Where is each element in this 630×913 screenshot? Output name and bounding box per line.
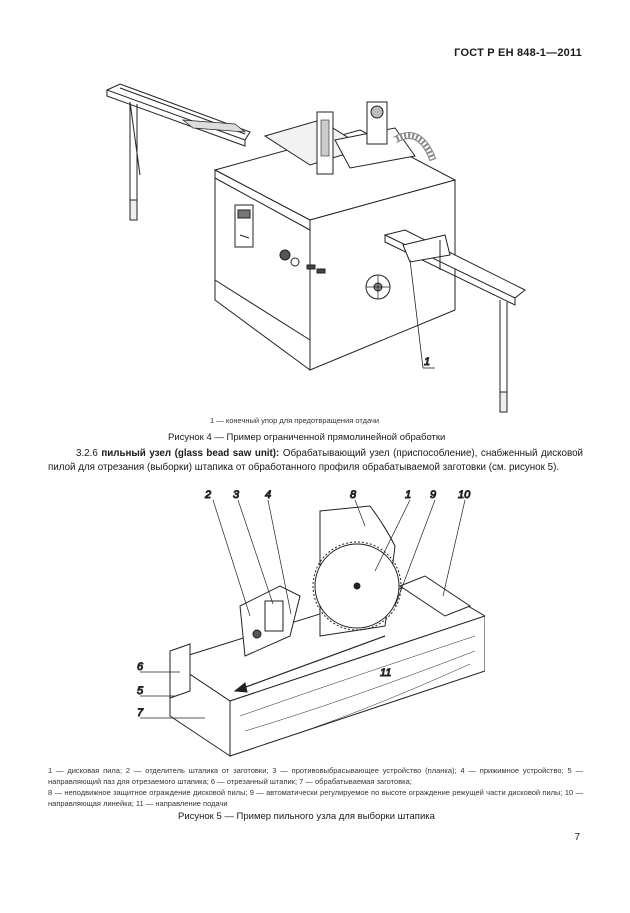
figure-5-label-3: 3 bbox=[233, 489, 240, 501]
figure-5-caption: Рисунок 5 — Пример пильного узла для выборки штапика bbox=[178, 811, 435, 822]
figure-5-label-5: 5 bbox=[137, 685, 144, 697]
figure-5-label-2: 2 bbox=[205, 489, 212, 501]
figure-5-legend-line-2: 8 — неподвижное защитное ограждение дисковой пилы; 9 — автоматически регулируемое по высоте ограждение режущей части дисковой пилы; 10 — направляющая линейка; 11 — направление подачи bbox=[48, 788, 583, 808]
section-term: пильный узел (glass bead saw unit): bbox=[101, 448, 280, 459]
figure-5-legend bbox=[48, 765, 583, 809]
section-definition-line1: Обрабатывающий узел (приспособление), снабженный bbox=[279, 448, 538, 459]
figure-5-label-4: 4 bbox=[265, 489, 272, 501]
section-definition-rest: дисковой пилой для отрезания (выборки) штапика от обработанного профиля обрабатываемой заготовки (см. рисунок 5). bbox=[48, 448, 583, 473]
figure-5-label-1: 1 bbox=[405, 489, 412, 501]
figure-5-label-9: 9 bbox=[430, 489, 437, 501]
figure-5-legend-line-1: 1 — дисковая пила; 2 — отделитель штапика от заготовки; 3 — противовыбрасывающее устройство (планка); 4 — прижимное устройство; 5 — направляющий паз для отрезаемого штапика; 6 — отрезанный штапик; 7 — обрабатываемая заготовка; bbox=[48, 766, 583, 786]
section-3-2-6 bbox=[48, 447, 583, 474]
figure-4-drawing bbox=[95, 70, 535, 415]
figure-5-label-6: 6 bbox=[137, 661, 144, 673]
figure-5-label-10: 10 bbox=[458, 489, 471, 501]
figure-5-drawing bbox=[125, 486, 485, 761]
page-number: 7 bbox=[574, 832, 580, 843]
section-number: 3.2.6 bbox=[76, 448, 98, 459]
figure-5-label-7: 7 bbox=[137, 707, 144, 719]
figure-4-legend: 1 — конечный упор для предотвращения отдачи bbox=[210, 416, 380, 425]
figure-5-label-11: 11 bbox=[380, 667, 392, 679]
figure-5-label-8: 8 bbox=[350, 489, 357, 501]
figure-4-label-1: 1 bbox=[424, 356, 431, 368]
figure-4-caption: Рисунок 4 — Пример ограниченной прямолинейной обработки bbox=[168, 432, 446, 443]
standard-header: ГОСТ Р ЕН 848-1—2011 bbox=[454, 47, 582, 59]
